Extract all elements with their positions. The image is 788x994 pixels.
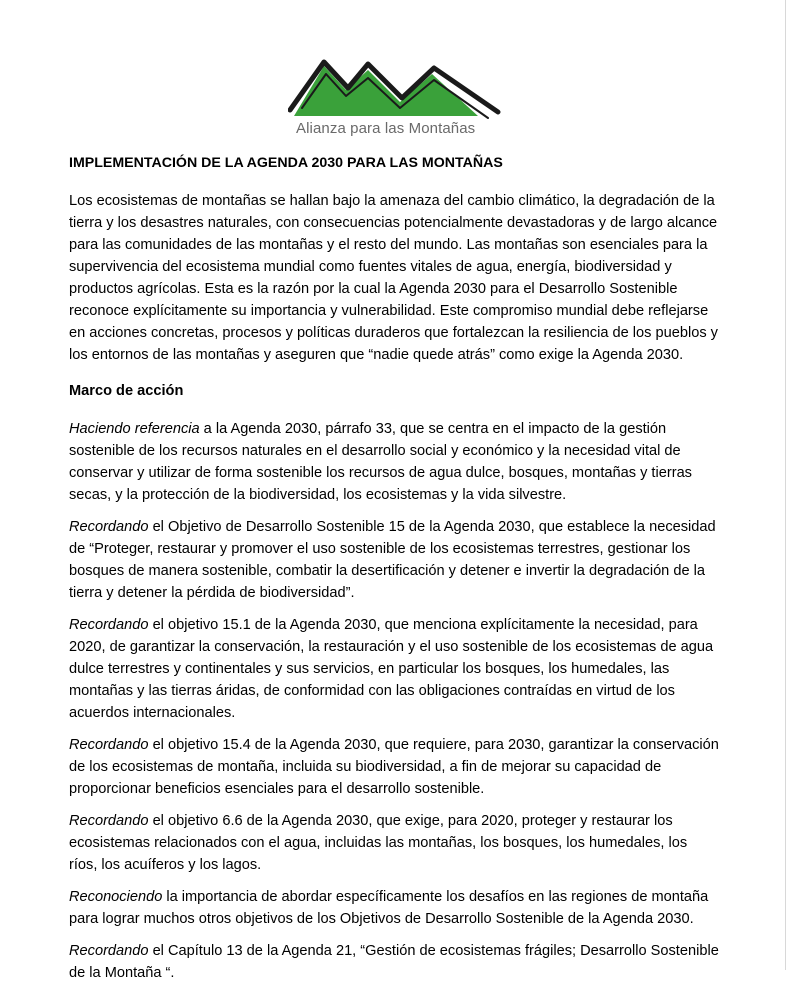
paragraph-text: el objetivo 6.6 de la Agenda 2030, que exige, para 2020, proteger y restaurar los ecosistemas relacionados con el agua, incluidas las montañas, los bosques, los humedales, los ríos, los acuíferos y los lagos.: [69, 813, 688, 873]
paragraph-lead: Recordando: [69, 943, 149, 959]
paragraph-lead: Recordando: [69, 813, 149, 829]
paragraph-text: a la Agenda 2030, párrafo 33, que se centra en el impacto de la gestión sostenible de los recursos naturales en el desarrollo social y económico y la necesidad vital de conservar y utilizar de forma sostenible los recursos de agua dulce, bosques, montañas y tierras secas, y la protección de la biodiversidad, los ecosistemas y la vida silvestre.: [69, 421, 692, 503]
paragraph: [69, 614, 719, 724]
paragraph-lead: Recordando: [69, 519, 149, 535]
paragraph-text: el objetivo 15.1 de la Agenda 2030, que menciona explícitamente la necesidad, para 2020, de garantizar la conservación, la restauración y el uso sostenible de los ecosistemas de agua dulce terrestres y continentales y sus servicios, en particular los bosques, los humedales, las montañas y las tierras áridas, de conformidad con las obligaciones contraídas en virtud de los acuerdos internacionales.: [69, 617, 714, 721]
alianza-logo: [288, 56, 508, 148]
logo-text: Alianza para las Montañas: [296, 120, 476, 137]
paragraph-text: el Capítulo 13 de la Agenda 21, “Gestión de ecosistemas frágiles; Desarrollo Sostenible de la Montaña “.: [69, 943, 719, 981]
paragraph-lead: Recordando: [69, 617, 149, 633]
paragraph-text: el Objetivo de Desarrollo Sostenible 15 de la Agenda 2030, que establece la necesidad de “Proteger, restaurar y promover el uso sostenible de los ecosistemas terrestres, gestionar los bosques de manera sostenible, combatir la desertificación y detener e invertir la degradación de la tierra y detener la pérdida de biodiversidad”.: [69, 519, 716, 601]
section-title: Marco de acción: [69, 383, 184, 399]
intro-paragraph: Los ecosistemas de montañas se hallan bajo la amenaza del cambio climático, la degradación de la tierra y los desastres naturales, con consecuencias potencialmente devastadoras y de largo alcance para las comunidades de las montañas y el resto del mundo. Las montañas son esenciales para la supervivencia del ecosistema mundial como fuentes vitales de agua, energía, biodiversidad y productos agrícolas. Esta es la razón por la cual la Agenda 2030 para el Desarrollo Sostenible reconoce explícitamente su importancia y vulnerabilidad. Este compromiso mundial debe reflejarse en acciones concretas, procesos y políticas duraderos que fortalezcan la resiliencia de los pueblos y los entornos de las montañas y aseguren que “nadie quede atrás” como exige la Agenda 2030.: [69, 193, 718, 363]
paragraph-text: el objetivo 15.4 de la Agenda 2030, que requiere, para 2030, garantizar la conservación de los ecosistemas de montaña, incluida su biodiversidad, a fin de mejorar su capacidad de proporcionar beneficios esenciales para el desarrollo sostenible.: [69, 737, 719, 797]
paragraph: [69, 418, 719, 506]
paragraph-text: la importancia de abordar específicamente los desafíos en las regiones de montaña para lograr muchos otros objetivos de los Objetivos de Desarrollo Sostenible de la Agenda 2030.: [69, 889, 709, 927]
paragraph-list: [69, 418, 719, 984]
paragraph: [69, 886, 719, 930]
paragraph-lead: Haciendo referencia: [69, 421, 200, 437]
paragraph-lead: Recordando: [69, 737, 149, 753]
paragraph: [69, 734, 719, 800]
document-title: IMPLEMENTACIÓN DE LA AGENDA 2030 PARA LAS MONTAÑAS: [69, 155, 503, 171]
paragraph: [69, 940, 719, 984]
mountain-logo-icon: [288, 56, 508, 122]
paragraph: [69, 516, 719, 604]
paragraph-lead: Reconociendo: [69, 889, 163, 905]
document-body: [69, 152, 719, 994]
paragraph: [69, 810, 719, 876]
